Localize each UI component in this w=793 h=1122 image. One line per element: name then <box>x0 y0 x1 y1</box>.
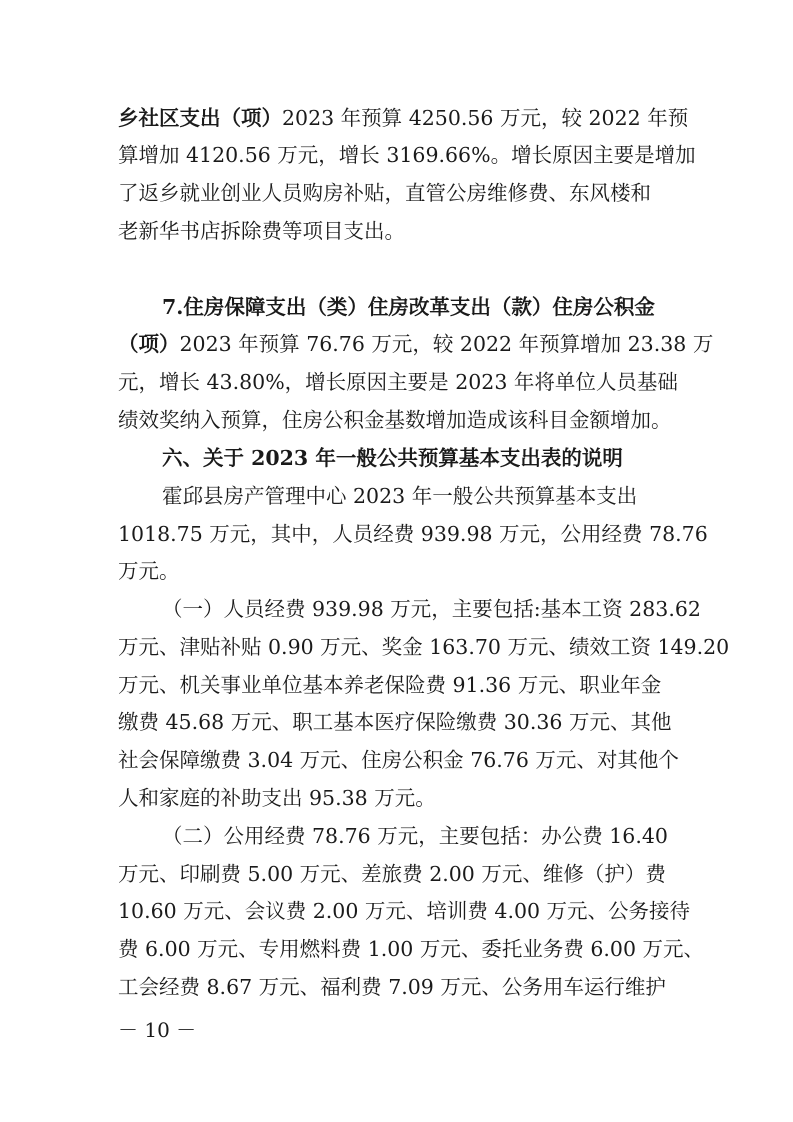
text-line: 元，增长 43.80%，增长原因主要是 2023 年将单位人员基础 <box>118 370 678 394</box>
section-heading: 六、关于 2023 年一般公共预算基本支出表的说明 <box>162 446 623 470</box>
text-line: 社会保障缴费 3.04 万元、住房公积金 76.76 万元、对其他个 <box>118 748 679 772</box>
text-line: 万元、印刷费 5.00 万元、差旅费 2.00 万元、维修（护）费 <box>118 862 666 886</box>
text-line: 绩效奖纳入预算，住房公积金基数增加造成该科目金额增加。 <box>118 408 672 432</box>
text-line: 1018.75 万元，其中，人员经费 939.98 万元，公用经费 78.76 <box>118 522 708 546</box>
text-line: 霍邱县房产管理中心 2023 年一般公共预算基本支出 <box>162 484 638 508</box>
text-line: 缴费 45.68 万元、职工基本医疗保险缴费 30.36 万元、其他 <box>118 710 672 734</box>
text-line: （项）2023 年预算 76.76 万元，较 2022 年预算增加 23.38 万 <box>118 332 714 356</box>
page-number: － 10 － <box>118 1018 197 1042</box>
text-line: 万元、津贴补贴 0.90 万元、奖金 163.70 万元、绩效工资 149.20 <box>118 635 730 659</box>
text-line: 了返乡就业创业人员购房补贴，直管公房维修费、东风楼和 <box>118 181 651 205</box>
text-line: 万元、机关事业单位基本养老保险费 91.36 万元、职业年金 <box>118 673 662 697</box>
text-line: 人和家庭的补助支出 95.38 万元。 <box>118 786 436 810</box>
text-line: 老新华书店拆除费等项目支出。 <box>118 219 405 243</box>
text-line: （一）人员经费 939.98 万元，主要包括:基本工资 283.62 <box>162 597 701 621</box>
section-heading: 7.住房保障支出（类）住房改革支出（款）住房公积金 <box>162 295 655 319</box>
text-line: 乡社区支出（项）2023 年预算 4250.56 万元，较 2022 年预 <box>118 106 689 130</box>
text-line: 工会经费 8.67 万元、福利费 7.09 万元、公务用车运行维护 <box>118 975 666 999</box>
text-line: 10.60 万元、会议费 2.00 万元、培训费 4.00 万元、公务接待 <box>118 899 691 923</box>
text-line: 万元。 <box>118 559 180 583</box>
text-line: 费 6.00 万元、专用燃料费 1.00 万元、委托业务费 6.00 万元、 <box>118 937 705 961</box>
text-line: 算增加 4120.56 万元，增长 3169.66%。增长原因主要是增加 <box>118 143 696 167</box>
text-line: （二）公用经费 78.76 万元，主要包括：办公费 16.40 <box>162 824 668 848</box>
